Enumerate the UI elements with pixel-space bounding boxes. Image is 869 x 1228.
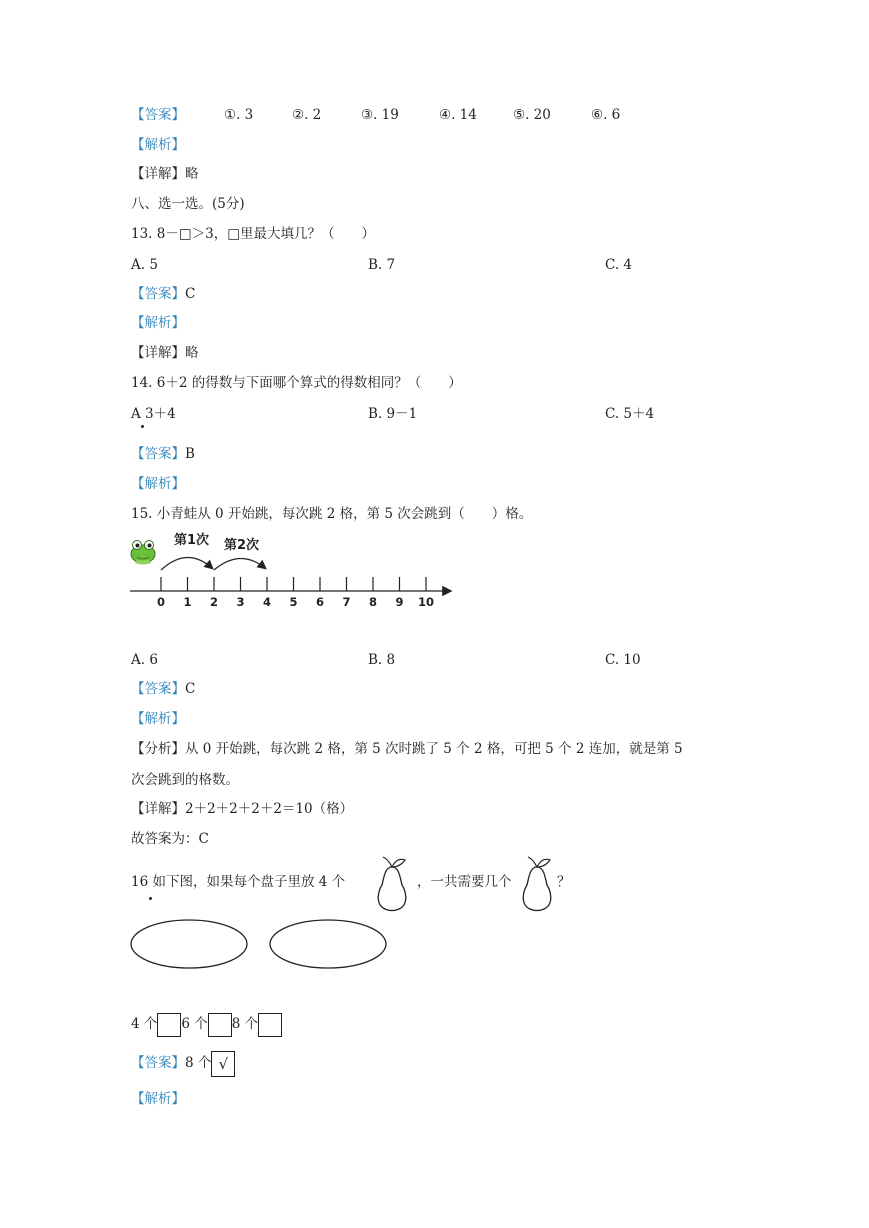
q12-analysis: 【解析】 <box>131 137 185 153</box>
q13-analysis: 【解析】 <box>131 315 185 331</box>
axis-tick-label: 5 <box>289 595 298 609</box>
check-mark-icon: √ <box>218 1054 229 1073</box>
q13-question: 13. 8－□＞3，□里最大填几？（ ） <box>131 226 375 242</box>
q15-option-c: C. 10 <box>605 652 641 668</box>
jump-arc-1 <box>161 557 212 570</box>
axis-tick-label: 1 <box>183 595 192 609</box>
bullet-dot <box>141 425 144 428</box>
q15-fenxi-cont: 次会跳到的格数。 <box>131 772 239 788</box>
q12-answer-row <box>131 106 185 124</box>
pear-icon <box>518 855 556 913</box>
q16-choices <box>131 1011 282 1037</box>
q12-answer-4: ④. 14 <box>439 107 477 123</box>
axis-tick-label: 9 <box>395 595 404 609</box>
q15-fenxi: 【分析】从 0 开始跳，每次跳 2 格，第 5 次时跳了 5 个 2 格，可把 5 个 2 连加，就是第 5 <box>131 741 683 757</box>
q16-question-part1: 16 如下图，如果每个盘子里放 4 个 <box>131 874 346 890</box>
jump-2-label: 第2次 <box>224 538 260 553</box>
choice-2-box[interactable] <box>208 1013 232 1037</box>
q12-answer-5: ⑤. 20 <box>513 107 551 123</box>
jump-arc-2 <box>214 558 265 570</box>
q16-question-part3: ？ <box>557 874 571 890</box>
answer-tag: 【答案】 <box>131 107 185 123</box>
axis-ticks <box>157 577 434 609</box>
q12-answer-1: ①. 3 <box>224 107 254 123</box>
axis-tick-label: 0 <box>156 595 166 609</box>
q13-option-a: A. 5 <box>131 257 158 273</box>
q15-analysis: 【解析】 <box>131 711 185 727</box>
axis-tick-label: 4 <box>262 595 272 609</box>
q12-answer-3: ③. 19 <box>361 107 399 123</box>
number-line-figure <box>128 530 464 612</box>
axis-tick-label: 8 <box>368 595 378 609</box>
plates-figure <box>128 918 390 972</box>
q14-option-a: A 3＋4 <box>131 406 176 422</box>
q15-answer: 【答案】C <box>131 681 196 697</box>
choice-2-label: 6 个 <box>181 1016 208 1032</box>
axis-tick-label: 2 <box>209 595 219 609</box>
q15-option-b: B. 8 <box>368 652 396 668</box>
q12-answer-6: ⑥. 6 <box>591 107 621 123</box>
q12-detail: 【详解】略 <box>131 166 199 182</box>
q15-question: 15. 小青蛙从 0 开始跳，每次跳 2 格，第 5 次会跳到（ ）格。 <box>131 506 533 522</box>
q16-answer: 【答案】8 个 √ <box>131 1049 235 1077</box>
frog-icon <box>131 541 155 565</box>
q13-option-c: C. 4 <box>605 257 633 273</box>
q15-detail: 【详解】2＋2＋2＋2＋2＝10（格） <box>131 801 354 817</box>
check-box <box>211 1051 235 1077</box>
plate-2 <box>270 920 386 968</box>
q16-analysis: 【解析】 <box>131 1091 185 1107</box>
axis-tick-label: 7 <box>342 595 351 609</box>
q14-answer: 【答案】B <box>131 446 195 462</box>
q13-option-b: B. 7 <box>368 257 396 273</box>
q14-option-b: B. 9－1 <box>368 406 418 422</box>
axis-tick-label: 10 <box>417 595 435 609</box>
q12-answer-2: ②. 2 <box>292 107 322 123</box>
choice-1-label: 4 个 <box>131 1016 158 1032</box>
plate-1 <box>131 920 247 968</box>
section-title: 八、选一选。(5分) <box>131 196 245 212</box>
q14-option-c: C. 5＋4 <box>605 406 655 422</box>
bullet-dot <box>149 897 152 900</box>
q14-question: 14. 6＋2 的得数与下面哪个算式的得数相同？（ ） <box>131 375 462 391</box>
axis-tick-label: 6 <box>315 595 325 609</box>
q13-detail: 【详解】略 <box>131 345 199 361</box>
pear-icon <box>373 855 411 913</box>
choice-1-box[interactable] <box>157 1013 181 1037</box>
q15-option-a: A. 6 <box>131 652 158 668</box>
jump-1-label: 第1次 <box>174 533 210 548</box>
q14-analysis: 【解析】 <box>131 476 185 492</box>
axis-tick-label: 3 <box>236 595 245 609</box>
choice-3-box[interactable] <box>258 1013 282 1037</box>
q16-question-part2: ，一共需要几个 <box>417 874 512 890</box>
q13-answer: 【答案】C <box>131 286 196 302</box>
q15-conclusion: 故答案为：C <box>131 831 209 847</box>
choice-3-label: 8 个 <box>231 1016 259 1032</box>
